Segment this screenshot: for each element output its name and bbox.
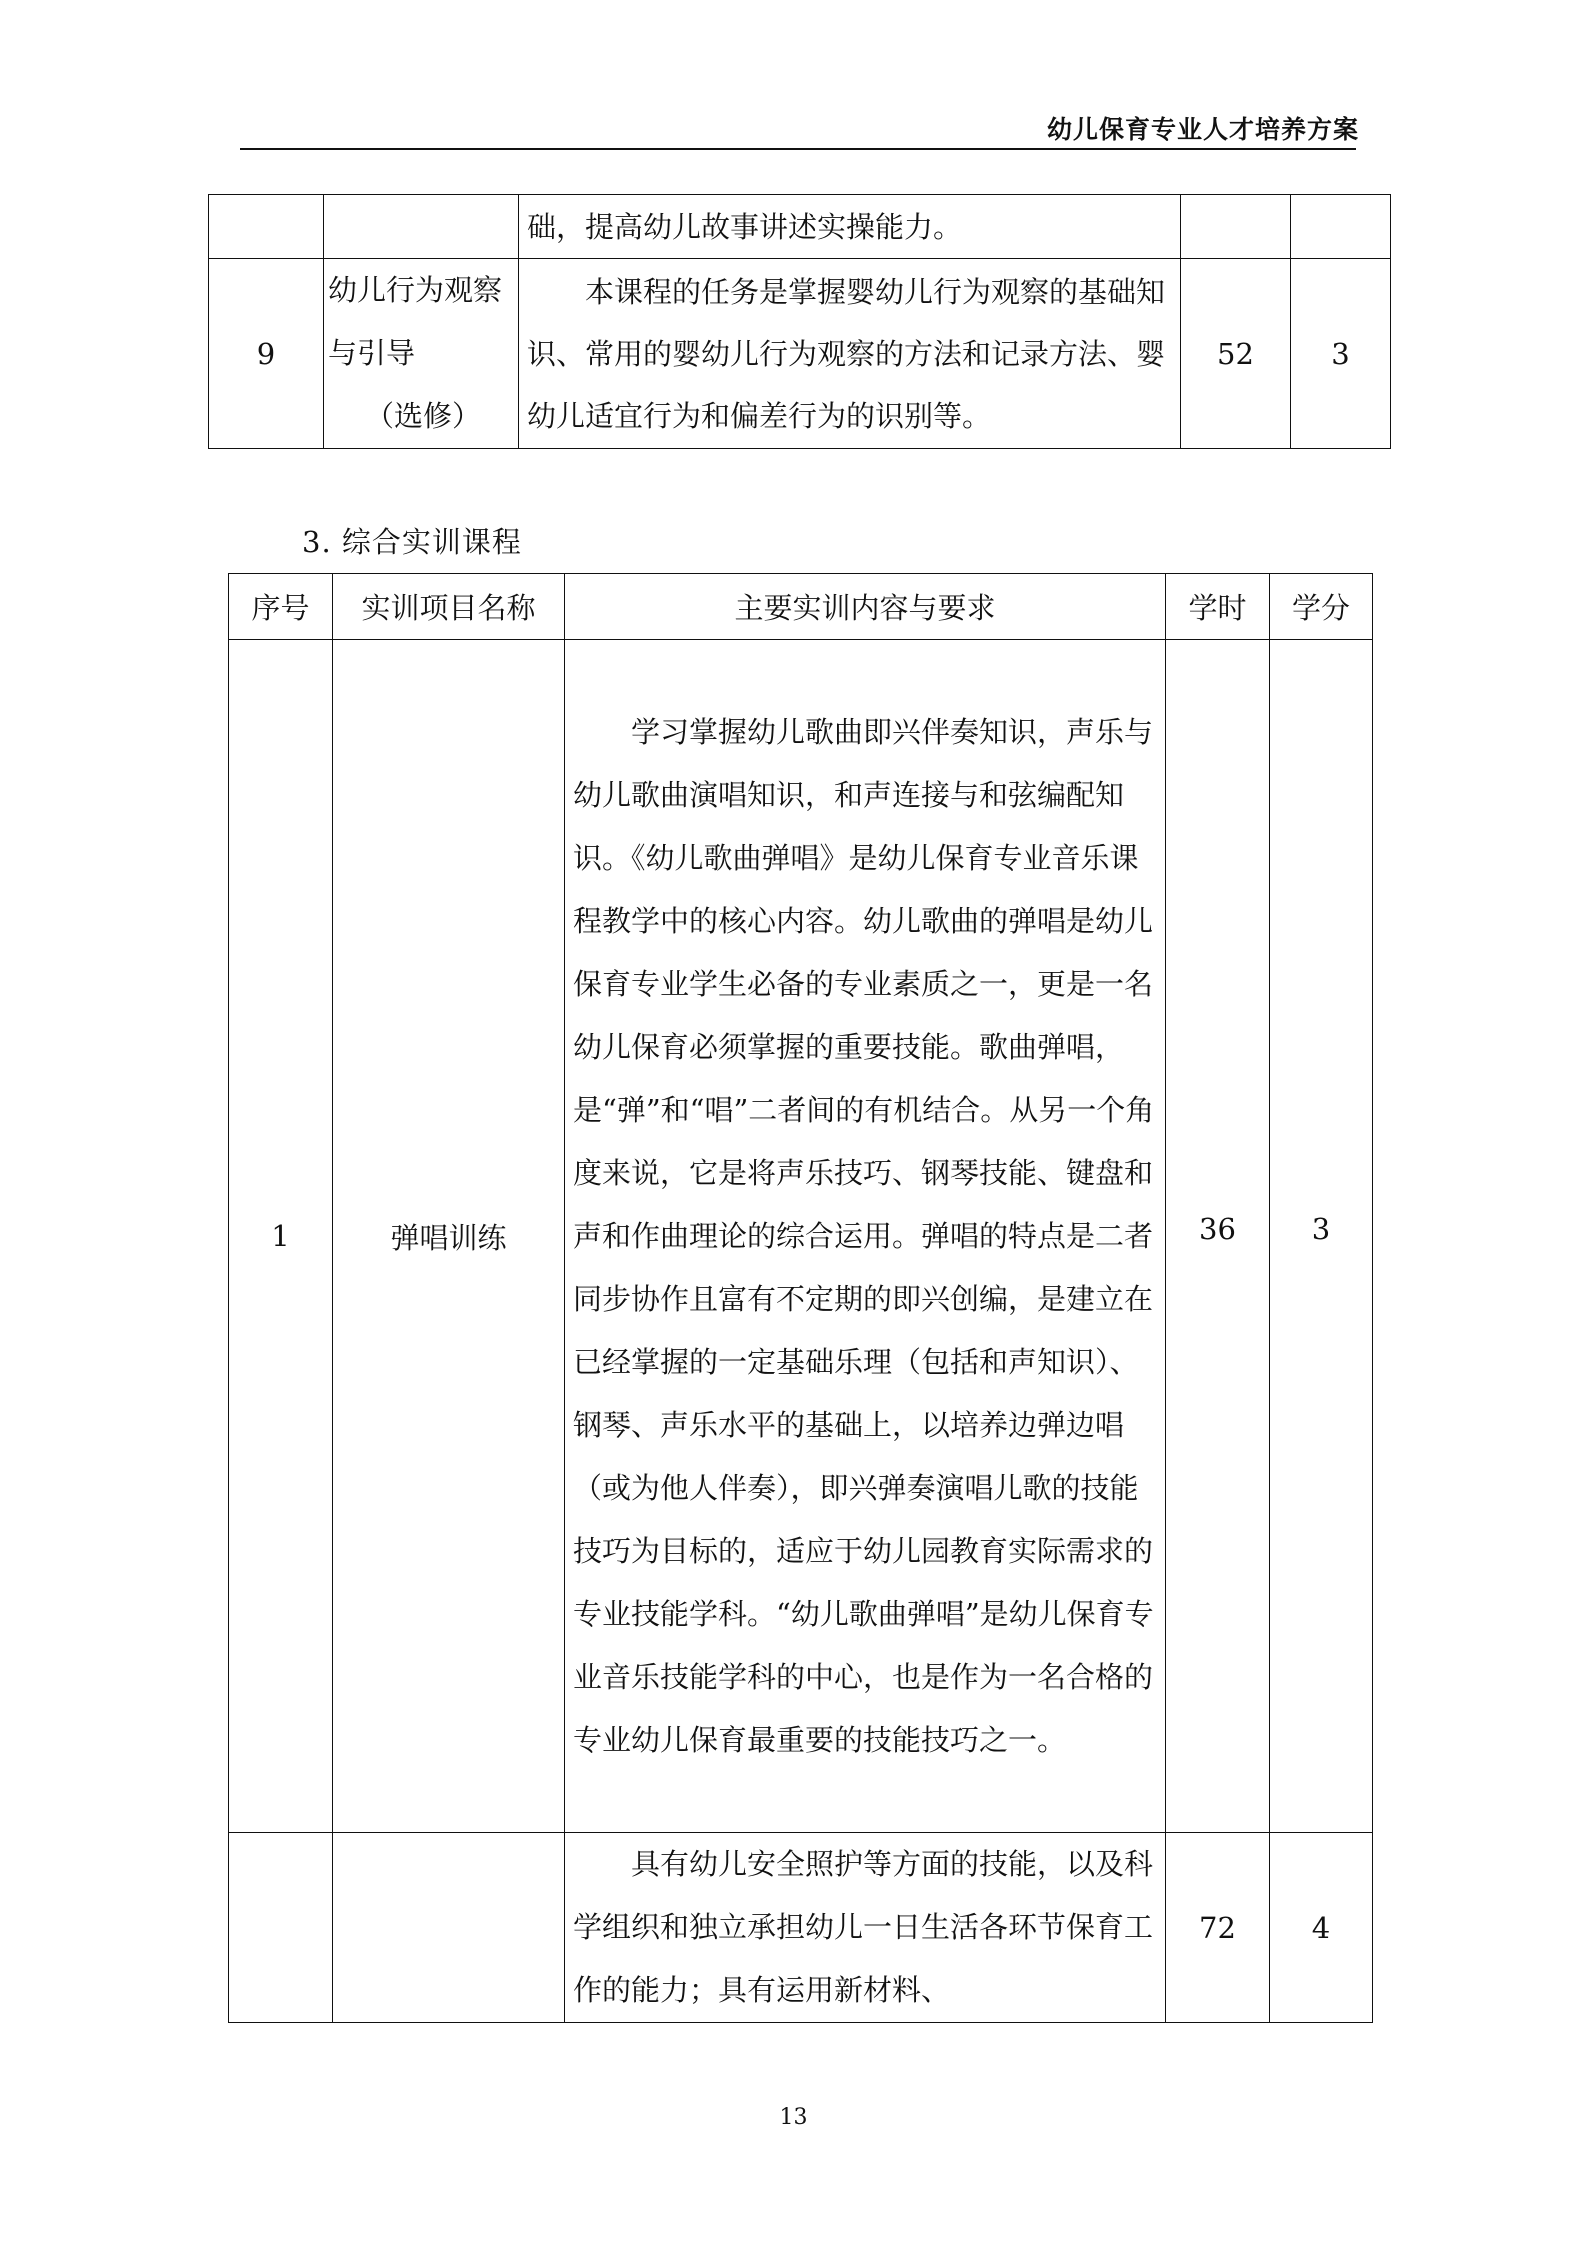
table-row [229,1833,1373,2023]
cell-credits: 4 [1270,1833,1373,2023]
cell-hours: 52 [1181,259,1291,449]
section-heading: 3. 综合实训课程 [302,525,522,559]
cell-hours: 36 [1166,640,1270,1833]
table-row [209,195,1391,259]
cell-no [229,1833,333,2023]
table-header-row [229,574,1373,640]
cell-credits: 3 [1270,640,1373,1833]
header-desc: 主要实训内容与要求 [565,574,1166,640]
cell-desc: 本课程的任务是掌握婴幼儿行为观察的基础知识、常用的婴幼儿行为观察的方法和记录方法、婴幼儿适宜行为和偏差行为的识别等。 [519,259,1181,449]
cell-desc: 础，提高幼儿故事讲述实操能力。 [519,195,1181,259]
course-name-line-3: （选修） [364,399,481,433]
header-rule [240,148,1356,150]
table-row [209,259,1391,449]
header-credits: 学分 [1270,574,1373,640]
cell-desc: 具有幼儿安全照护等方面的技能，以及科学组织和独立承担幼儿一日生活各环节保育工作的能力；具有运用新材料、 [565,1833,1166,2023]
training-course-table [228,573,1373,2023]
course-name-line-1: 幼儿行为观察 [328,273,503,307]
cell-no [209,195,324,259]
cell-credits: 3 [1291,259,1391,449]
cell-name [333,1833,565,2023]
header-no: 序号 [229,574,333,640]
cell-no: 9 [209,259,324,449]
course-name-line-2: 与引导 [328,336,416,370]
course-table-continued [208,194,1391,449]
cell-name [324,259,519,449]
cell-no: 1 [229,640,333,1833]
cell-name: 弹唱训练 [333,640,565,1833]
table-row [229,640,1373,1833]
cell-credits [1291,195,1391,259]
header-hours: 学时 [1166,574,1270,640]
cell-name [324,195,519,259]
cell-hours: 72 [1166,1833,1270,2023]
running-header-title: 幼儿保育专业人才培养方案 [1046,115,1359,144]
header-name: 实训项目名称 [333,574,565,640]
cell-hours [1181,195,1291,259]
page-number: 13 [779,2105,808,2130]
cell-desc: 学习掌握幼儿歌曲即兴伴奏知识，声乐与幼儿歌曲演唱知识，和声连接与和弦编配知识。《幼儿歌曲弹唱》是幼儿保育专业音乐课程教学中的核心内容。幼儿歌曲的弹唱是幼儿保育专业学生必备的专业素质之一，更是一名幼儿保育必须掌握的重要技能。歌曲弹唱，是“弹”和“唱”二者间的有机结合。从另一个角度来说，它是将声乐技巧、钢琴技能、键盘和声和作曲理论的综合运用。弹唱的特点是二者同步协作且富有不定期的即兴创编，是建立在已经掌握的一定基础乐理（包括和声知识）、钢琴、声乐水平的基础上，以培养边弹边唱（或为他人伴奏），即兴弹奏演唱儿歌的技能技巧为目标的，适应于幼儿园教育实际需求的专业技能学科。“幼儿歌曲弹唱”是幼儿保育专业音乐技能学科的中心，也是作为一名合格的专业幼儿保育最重要的技能技巧之一。 [565,640,1166,1833]
